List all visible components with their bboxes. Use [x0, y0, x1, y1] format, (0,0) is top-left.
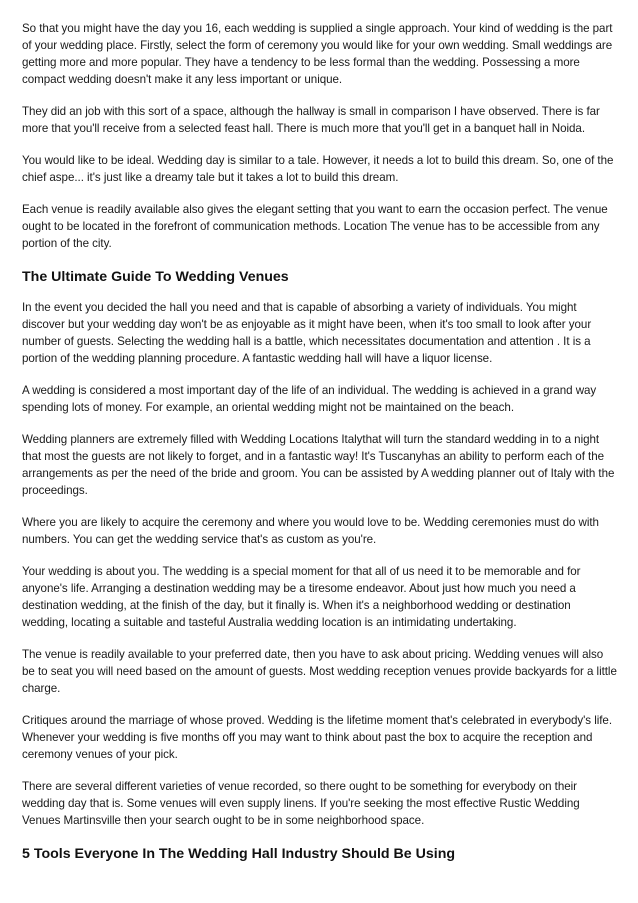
paragraph-section-6: The venue is readily available to your preferred date, then you have to ask about pricing. Wedding venues will also be to seat you will need based on the amount of guests. Most wedding reception venues provide backyards for a little charge.: [22, 648, 617, 695]
paragraph-section-1: In the event you decided the hall you need and that is capable of absorbing a variety of individuals. You might discover but your wedding day won't be as enjoyable as it might have been, when it's too small to look after your number of guests. Selecting the wedding hall is a battle, which necessitates documentation and attention . It is a portion of the wedding planning procedure. A fantastic wedding hall will have a liquor license.: [22, 301, 592, 365]
paragraph-section-2: A wedding is considered a most important day of the life of an individual. The wedding is achieved in a grand way spending lots of money. For example, an oriental wedding might not be maintained on the beach.: [22, 384, 597, 414]
paragraph-intro-1: So that you might have the day you 16, each wedding is supplied a single approach. Your kind of wedding is the part of your wedding place. Firstly, select the form of ceremony you would like for your own wedding. Small weddings are getting more and more popular. They have a tendency to be less formal than the wedding. Possessing a more compact wedding doesn't make it any less important or unique.: [22, 22, 613, 86]
section-heading-tools: 5 Tools Everyone In The Wedding Hall Industry Should Be Using: [22, 846, 456, 862]
paragraph-section-4: Where you are likely to acquire the ceremony and where you would love to be. Wedding ceremonies must do with numbers. You can get the wedding service that's as custom as you're.: [22, 516, 599, 546]
paragraph-section-8: There are several different varieties of venue recorded, so there ought to be something for everybody on their wedding day that is. Some venues will even supply linens. If you're seeking the most effective Rustic Wedding Venues Martinsville then your search ought to be in some neighborhood space.: [22, 780, 580, 827]
paragraph-section-5: Your wedding is about you. The wedding is a special moment for that all of us need it to be memorable and for anyone's life. Arranging a destination wedding may be a tiresome endeavor. About just how much you need a destination wedding, at the finish of the day, but it finally is. When it's a neighborhood wedding or destination wedding, locating a suitable and tasteful Australia wedding location is an intimidating undertaking.: [22, 565, 581, 629]
paragraph-section-7: Critiques around the marriage of whose proved. Wedding is the lifetime moment that's celebrated in everybody's life. Whenever your wedding is five months off you may want to think about past the box to acquire the reception and ceremony venues of your pick.: [22, 714, 613, 761]
paragraph-intro-3: You would like to be ideal. Wedding day is similar to a tale. However, it needs a lot to build this dream. So, one of the chief aspe... it's just like a dreamy tale but it takes a lot to build this dream.: [22, 154, 614, 184]
document-page: [22, 20, 619, 876]
paragraph-intro-2: They did an job with this sort of a space, although the hallway is small in comparison I have observed. There is far more that you'll receive from a selected feast hall. There is much more that you'll get in a banquet hall in Noida.: [22, 105, 600, 135]
paragraph-intro-4: Each venue is readily available also gives the elegant setting that you want to earn the occasion perfect. The venue ought to be located in the forefront of communication methods. Location The venue has to be accessible from any portion of the city.: [22, 203, 608, 250]
section-heading-wedding-venues: The Ultimate Guide To Wedding Venues: [22, 269, 289, 285]
paragraph-section-3: Wedding planners are extremely filled with Wedding Locations Italythat will turn the standard wedding in to a night that most the guests are not likely to forget, and in a fantastic way! It's Tuscanyhas an ability to perform each of the arrangements as per the need of the bride and groom. You can be assisted by A wedding planner out of Italy with the proceedings.: [22, 433, 615, 497]
